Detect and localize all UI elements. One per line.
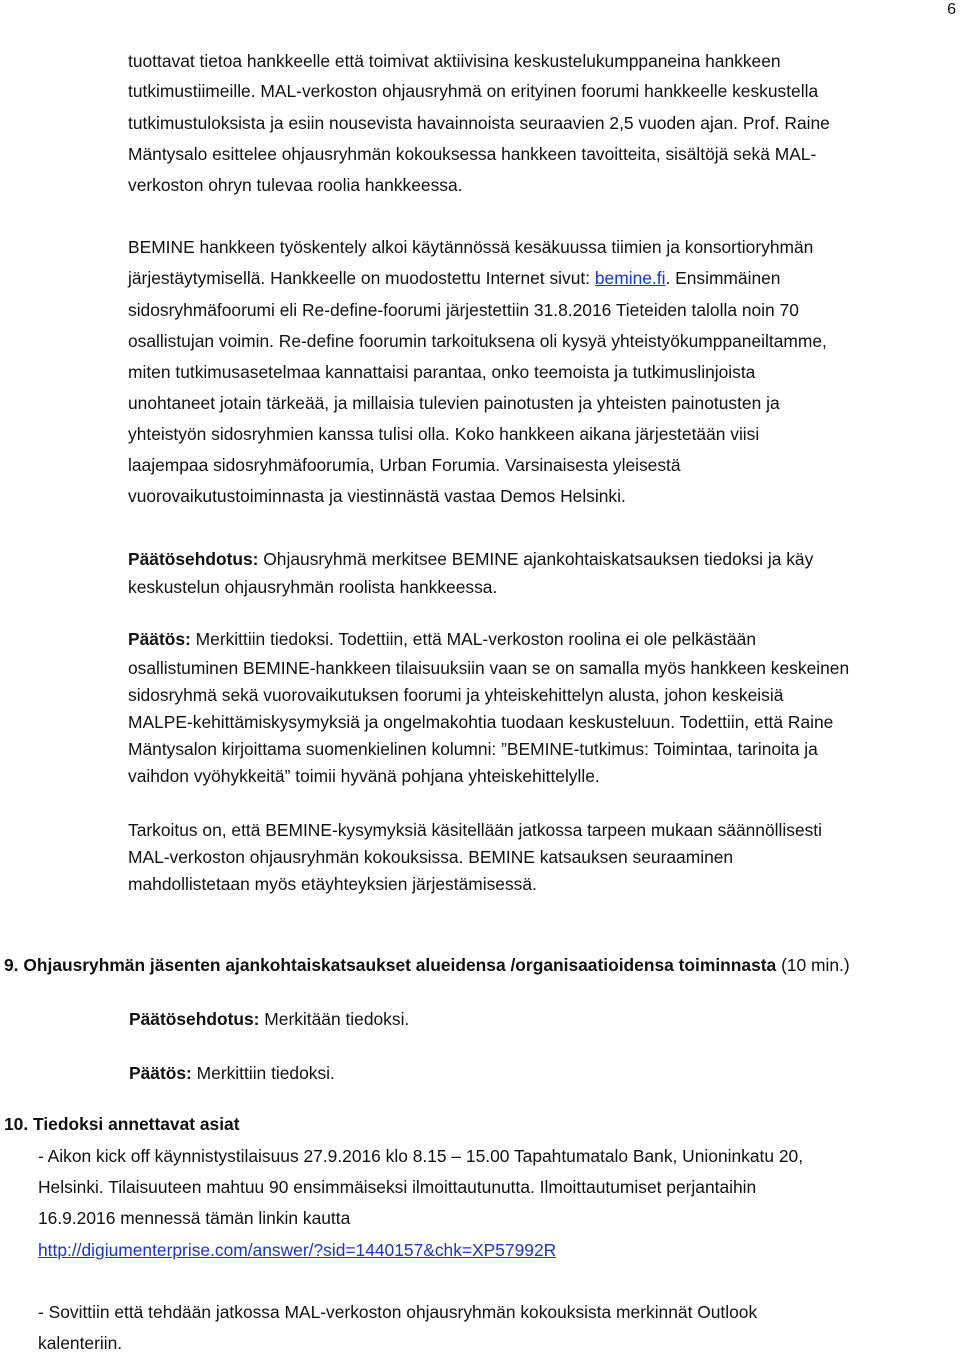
- text-span: Merkittiin tiedoksi. Todettiin, että MAL-verkoston roolina ei ole pelkästään: [190, 629, 756, 649]
- paragraph-line: sidosryhmä sekä vuorovaikutuksen foorumi ja yhteiskehittelyn alusta, johon keskeisiä: [128, 685, 784, 705]
- section-9-proposal: [129, 1006, 409, 1032]
- text-span: Merkitään tiedoksi.: [259, 1009, 410, 1029]
- paragraph-line: unohtaneet jotain tärkeää, ja millaisia tulevien painotusten ja yhteisten painotusten ja: [128, 393, 780, 413]
- list-item-line: - Aikon kick off käynnistystilaisuus 27.9.2016 klo 8.15 – 15.00 Tapahtumatalo Bank, Unioninkatu 20,: [38, 1146, 804, 1166]
- registration-link[interactable]: http://digiumenterprise.com/answer/?sid=1440157&chk=XP57992R: [38, 1240, 557, 1260]
- list-item-line: kalenteriin.: [38, 1333, 123, 1353]
- section-heading-time: (10 min.): [776, 955, 850, 975]
- list-item-line: 16.9.2016 mennessä tämän linkin kautta: [38, 1208, 351, 1228]
- text-span: . Ensimmäinen: [665, 268, 781, 288]
- paragraph-line: tutkimustiimeille. MAL-verkoston ohjausryhmä on erityinen foorumi hankkeelle keskustella: [128, 81, 819, 101]
- paragraph-line: sidosryhmäfoorumi eli Re-define-foorumi järjestettiin 31.8.2016 Tieteiden talolla noin 70: [128, 300, 799, 320]
- page-number: 6: [947, 1, 956, 18]
- section-heading-bold: 9. Ohjausryhmän jäsenten ajankohtaiskatsaukset alueidensa /organisaatioidensa toiminnasta: [4, 955, 777, 975]
- paragraph-line: keskustelun ohjausryhmän roolista hankkeessa.: [128, 577, 498, 597]
- paragraph-line: BEMINE hankkeen työskentely alkoi käytännössä kesäkuussa tiimien ja konsortioryhmän: [128, 237, 814, 257]
- text-span: järjestäytymisellä. Hankkeelle on muodostettu Internet sivut:: [128, 268, 595, 288]
- paragraph-line: Mäntysalo esittelee ohjausryhmän kokouksessa hankkeen tavoitteita, sisältöjä sekä MAL-: [128, 144, 817, 164]
- paragraph-line: osallistujan voimin. Re-define foorumin tarkoituksena oli kysyä yhteistyökumppaneiltamme,: [128, 331, 827, 351]
- paragraph-line: yhteistyön sidosryhmien kanssa tulisi olla. Koko hankkeen aikana järjestetään viisi: [128, 424, 760, 444]
- paragraph-line: osallistuminen BEMINE-hankkeen tilaisuuksiin vaan se on samalla myös hankkeen keskeinen: [128, 658, 850, 678]
- proposal-line: [128, 546, 813, 572]
- section-10-heading: [4, 1111, 240, 1137]
- text-span: Ohjausryhmä merkitsee BEMINE ajankohtaiskatsauksen tiedoksi ja käy: [258, 549, 814, 569]
- paragraph-line: vuorovaikutustoiminnasta ja viestinnästä vastaa Demos Helsinki.: [128, 486, 626, 506]
- decision-line: [128, 626, 756, 652]
- paragraph-line: mahdollistetaan myös etäyhteyksien järjestämisessä.: [128, 874, 537, 894]
- paragraph-line: vaihdon vyöhykkeitä” toimii hyvänä pohjana yhteiskehittelylle.: [128, 766, 600, 786]
- proposal-label: Päätösehdotus:: [129, 1009, 260, 1029]
- list-item-line: [38, 1237, 556, 1263]
- paragraph-line: miten tutkimusasetelmaa kannattaisi parantaa, onko teemoista ja tutkimuslinjoista: [128, 362, 756, 382]
- bemine-website-link[interactable]: bemine.fi: [594, 268, 666, 288]
- paragraph-line: tuottavat tietoa hankkeelle että toimivat aktiivisina keskustelukumppaneina hankkeen: [128, 51, 781, 71]
- paragraph-line: MAL-verkoston ohjausryhmän kokouksissa. BEMINE katsauksen seuraaminen: [128, 847, 734, 867]
- text-span: Merkittiin tiedoksi.: [191, 1063, 335, 1083]
- paragraph-line: verkoston ohryn tulevaa roolia hankkeessa.: [128, 175, 463, 195]
- decision-label: Päätös:: [128, 629, 191, 649]
- paragraph-line: Tarkoitus on, että BEMINE-kysymyksiä käsitellään jatkossa tarpeen mukaan säännöllisesti: [128, 820, 823, 840]
- list-item-line: - Sovittiin että tehdään jatkossa MAL-verkoston ohjausryhmän kokouksista merkinnät Outlook: [38, 1302, 758, 1322]
- section-9-heading: [4, 952, 850, 978]
- paragraph-line: MALPE-kehittämiskysymyksiä ja ongelmakohtia tuodaan keskusteluun. Todettiin, että Raine: [128, 712, 834, 732]
- section-heading-bold: 10. Tiedoksi annettavat asiat: [4, 1114, 240, 1134]
- list-item-line: Helsinki. Tilaisuuteen mahtuu 90 ensimmäiseksi ilmoittautunutta. Ilmoittautumiset perjantaihin: [38, 1177, 757, 1197]
- decision-label: Päätös:: [129, 1063, 192, 1083]
- paragraph-line: laajempaa sidosryhmäfoorumia, Urban Forumia. Varsinaisesta yleisestä: [128, 455, 681, 475]
- proposal-label: Päätösehdotus:: [128, 549, 259, 569]
- paragraph-line: Mäntysalon kirjoittama suomenkielinen kolumni: ”BEMINE-tutkimus: Toimintaa, tarinoita ja: [128, 739, 818, 759]
- section-9-decision: [129, 1060, 335, 1086]
- paragraph-line: [128, 265, 780, 291]
- paragraph-line: tutkimustuloksista ja esiin nousevista havainnoista seuraavien 2,5 vuoden ajan. Prof. Raine: [128, 113, 830, 133]
